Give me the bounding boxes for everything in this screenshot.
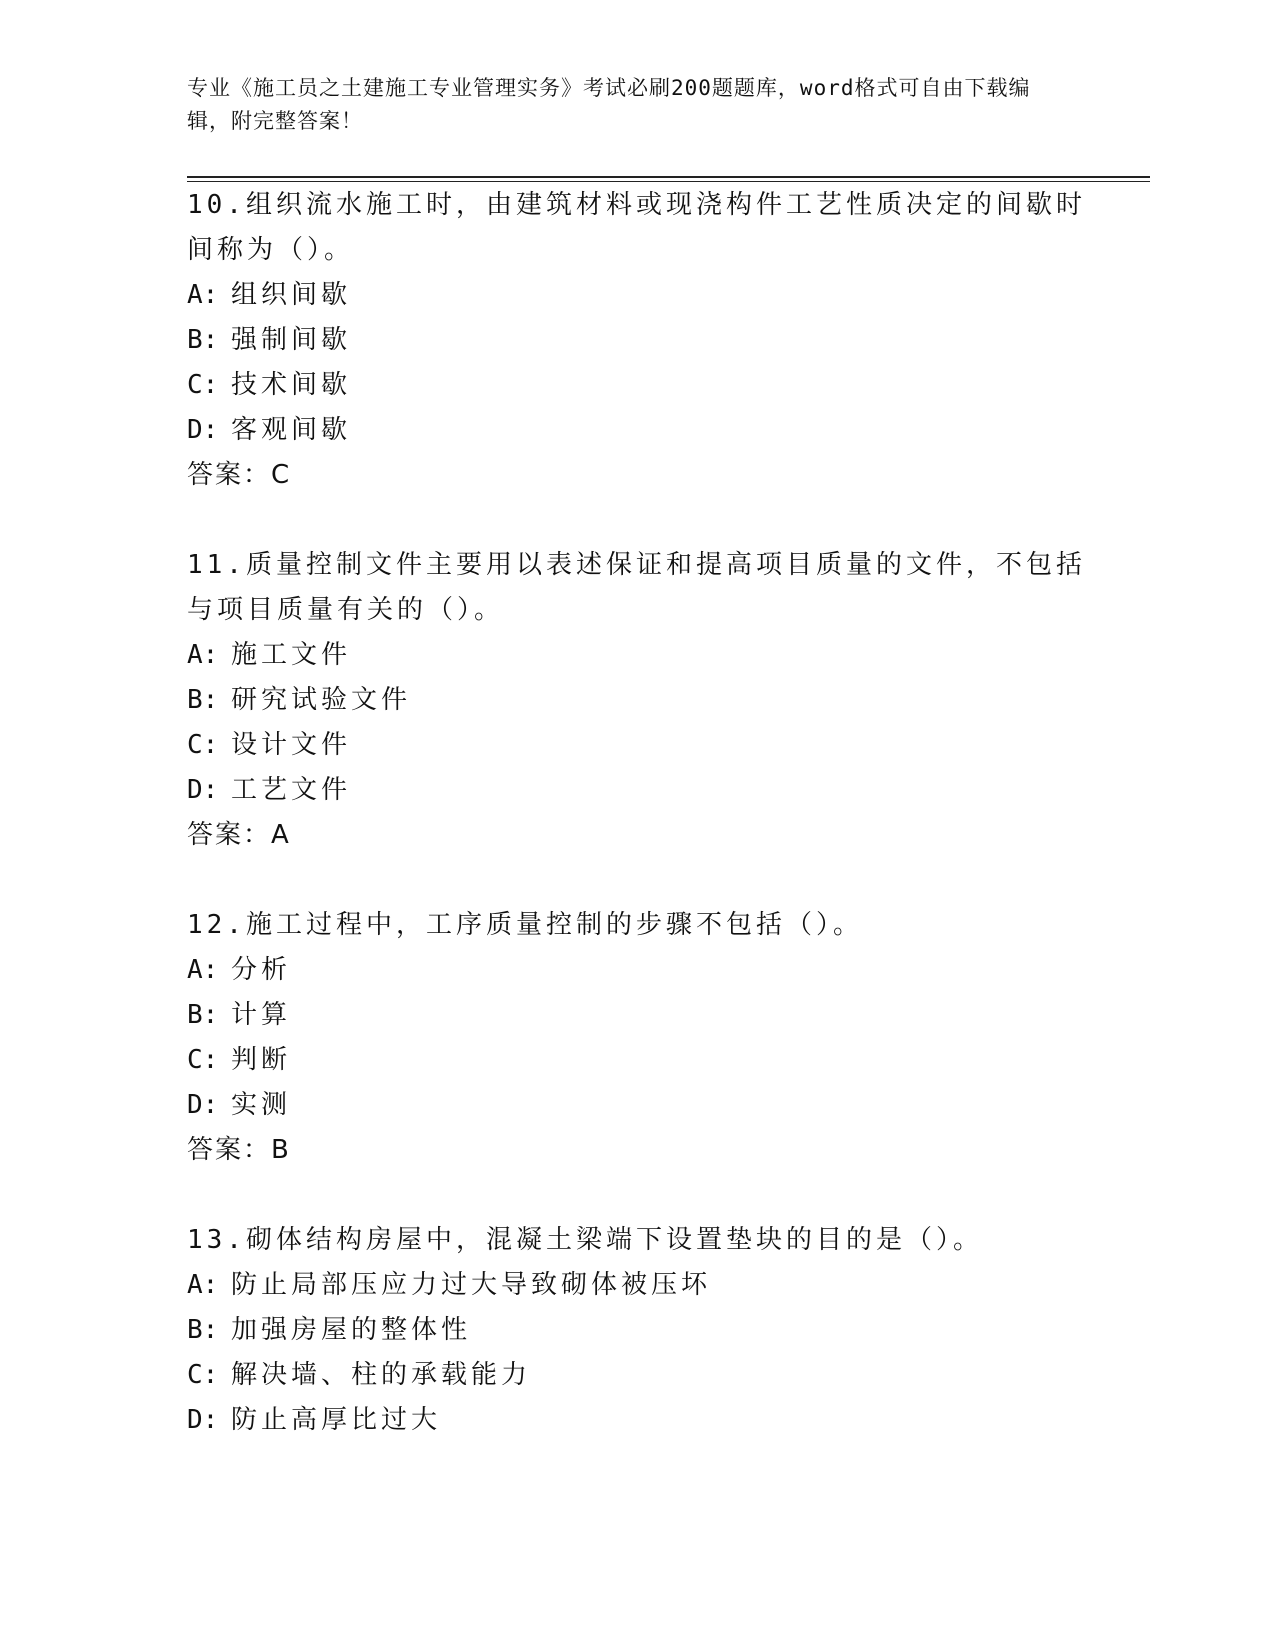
option-text: 强制间歇 [231,325,352,355]
option-letter: A: [187,955,219,985]
option-text: 防止高厚比过大 [231,1405,442,1435]
option-b [187,318,1087,363]
option-text: 加强房屋的整体性 [231,1315,472,1345]
option-letter: C: [187,1360,219,1390]
option-letter: D: [187,1405,219,1435]
option-letter: D: [187,415,219,445]
option-c [187,1038,1087,1083]
option-letter: C: [187,1045,219,1075]
option-text: 技术间歇 [231,370,352,400]
option-letter: A: [187,640,219,670]
option-text: 分析 [231,955,292,985]
option-c [187,723,1087,768]
option-a [187,1263,1087,1308]
option-b [187,993,1087,1038]
answer-line: 答案：A [187,820,291,850]
question-stem: 11.质量控制文件主要用以表述保证和提高项目质量的文件，不包括与项目质量有关的（）。 [187,550,1086,625]
option-text: 组织间歇 [231,280,352,310]
option-c [187,1353,1087,1398]
option-letter: A: [187,1270,219,1300]
option-text: 计算 [231,1000,292,1030]
answer-line: 答案：B [187,1135,291,1165]
option-d [187,1083,1087,1128]
option-letter: D: [187,775,219,805]
document-header: 专业《施工员之土建施工专业管理实务》考试必刷200题题库，word格式可自由下载编辑，附完整答案！ [187,76,1031,133]
question-13 [187,1218,1087,1443]
option-text: 判断 [231,1045,292,1075]
option-a [187,273,1087,318]
option-letter: B: [187,685,219,715]
option-d [187,1398,1087,1443]
question-stem: 10.组织流水施工时，由建筑材料或现浇构件工艺性质决定的间歇时间称为（）。 [187,190,1086,265]
option-a [187,948,1087,993]
option-letter: D: [187,1090,219,1120]
option-c [187,363,1087,408]
question-10 [187,183,1087,498]
option-d [187,408,1087,453]
question-stem: 12.施工过程中，工序质量控制的步骤不包括（）。 [187,910,863,940]
answer-line: 答案：C [187,460,292,490]
option-b [187,1308,1087,1353]
option-text: 工艺文件 [231,775,352,805]
option-letter: C: [187,730,219,760]
option-b [187,678,1087,723]
question-stem: 13.砌体结构房屋中，混凝土梁端下设置垫块的目的是（）。 [187,1225,983,1255]
header-divider [187,176,1150,182]
option-text: 防止局部压应力过大导致砌体被压坏 [231,1270,712,1300]
question-11 [187,543,1087,858]
option-letter: B: [187,1000,219,1030]
option-a [187,633,1087,678]
option-text: 实测 [231,1090,292,1120]
option-letter: A: [187,280,219,310]
option-text: 客观间歇 [231,415,352,445]
option-letter: B: [187,325,219,355]
option-letter: B: [187,1315,219,1345]
option-text: 解决墙、柱的承载能力 [231,1360,532,1390]
option-text: 设计文件 [231,730,352,760]
question-12 [187,903,1087,1173]
option-d [187,768,1087,813]
option-letter: C: [187,370,219,400]
option-text: 施工文件 [231,640,352,670]
option-text: 研究试验文件 [231,685,412,715]
